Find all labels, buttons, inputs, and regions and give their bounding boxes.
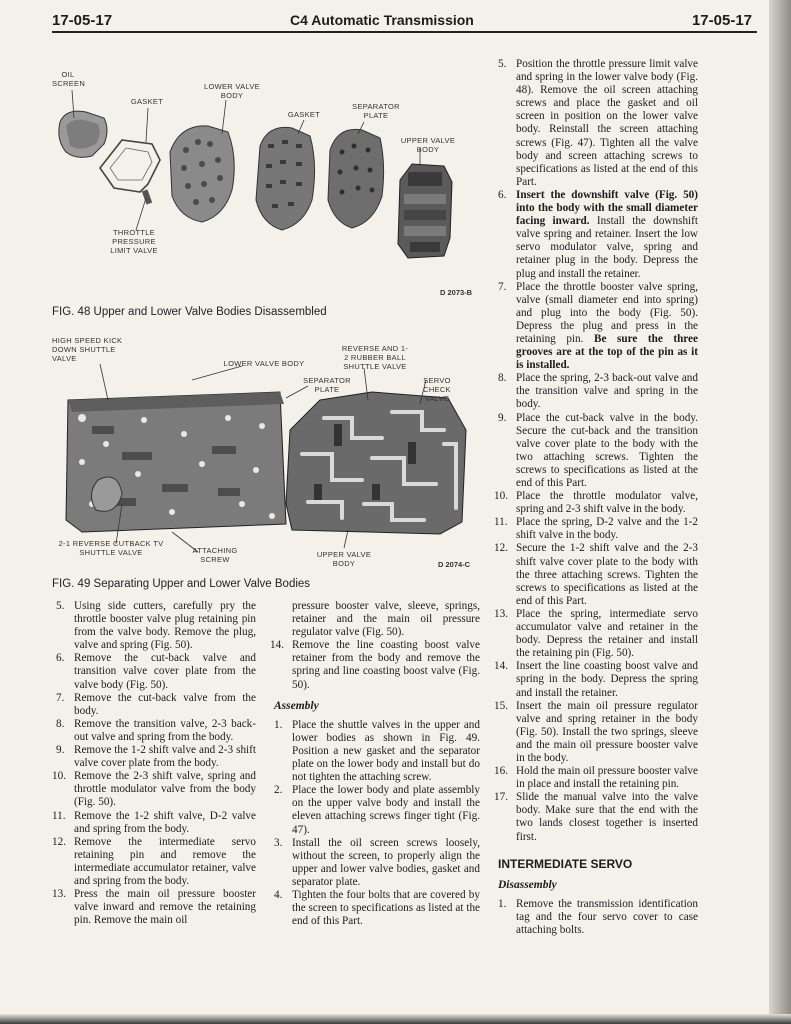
step-text: Remove the line coasting boost valve retainer from the body and remove the spring and line coasting boost valve (Fig. 50). — [292, 639, 480, 691]
label-throttle-pressure-limit-valve: THROTTLE PRESSURE LIMIT VALVE — [110, 228, 158, 255]
step-item — [494, 699, 698, 765]
servo-disassembly-heading: Disassembly — [498, 878, 557, 891]
step-number: 14. — [494, 660, 508, 673]
servo-disassembly-steps — [498, 898, 698, 937]
text-column-2 — [270, 600, 480, 928]
label-upper-valve-body: UPPER VALVE BODY — [400, 136, 456, 154]
figure-48-code: D 2073-B — [440, 288, 473, 297]
step-item — [274, 837, 480, 889]
figure-49-caption: FIG. 49 Separating Upper and Lower Valve Bodies — [52, 578, 311, 590]
step-text: Remove the 2-3 shift valve, spring and throttle modulator valve from the body (Fig. 50). — [74, 770, 256, 809]
label-lower-valve-body: LOWER VALVE BODY — [204, 82, 260, 100]
label-attaching-screw: ATTACHING SCREW — [192, 546, 238, 564]
step-text: Press the main oil pressure booster valve inward and remove the retaining pin. Remove the main oil — [74, 888, 256, 927]
assembly-steps-continued — [494, 58, 698, 844]
step-item — [498, 58, 698, 189]
step-item — [494, 660, 698, 699]
step-item — [56, 600, 256, 652]
page-number-left: 17-05-17 — [52, 12, 113, 29]
step-number: 1. — [274, 718, 283, 731]
step-item — [52, 835, 256, 888]
label-reverse-cutback-valve: 2-1 REVERSE CUTBACK TV SHUTTLE VALVE — [58, 539, 164, 557]
step-item — [52, 809, 256, 836]
step-text: Remove the cut-back valve and transition valve cover plate from the valve body (Fig. 50). — [74, 652, 256, 691]
step-item — [498, 412, 698, 491]
figure-48 — [52, 60, 482, 300]
step-item — [270, 639, 480, 691]
assembly-steps — [274, 719, 480, 929]
step-emphasis: Insert the downshift valve (Fig. 50) into the body with the small diameter facing inward. — [516, 188, 698, 228]
step-item — [494, 607, 698, 660]
label-high-speed-kick-down: HIGH SPEED KICK DOWN SHUTTLE VALVE — [52, 336, 123, 363]
step-text: Install the downshift valve spring and retainer. Insert the low servo modulator valve, spring and retainer plug in the body. Depress the plug and install the retainer. — [516, 215, 698, 280]
disassembly-steps-continued — [52, 600, 256, 927]
text-column-1 — [52, 600, 256, 927]
step-item — [274, 719, 480, 784]
step-item — [52, 770, 256, 809]
step-text: Insert the main oil pressure regulator valve and spring retainer in the body (Fig. 50). Install the two springs, sleeve and the main oil pressure booster valve in the body. — [516, 699, 698, 764]
step-number: 12. — [52, 835, 66, 848]
step-text: Place the throttle booster valve spring, valve (small diameter end into spring) and plug into the body (Fig. 50). Depress the plug and press in the retaining pin. — [516, 280, 698, 345]
step-item — [274, 889, 480, 928]
step-item — [56, 718, 256, 744]
step-number: 10. — [494, 490, 508, 503]
step-item — [274, 784, 480, 836]
label-oil-screen: OIL SCREEN — [52, 70, 86, 88]
step-text: Remove the 1-2 shift valve and 2-3 shift valve cover plate from the body. — [74, 744, 256, 770]
step-text: Position the throttle pressure limit valve and spring in the lower valve body (Fig. 48). Remove the oil screen attaching screws and place the gasket and oil screen in position on the lower valve body. Reinstall the screen attaching screws (Fig. 47). Tighten all the valve body and screen attaching screws to specifications as listed at the end of this Part. — [516, 58, 698, 188]
step-text: Place the throttle modulator valve, spring and 2-3 shift valve in the body. — [516, 490, 698, 516]
step-13-continuation: pressure booster valve, sleeve, springs, retainer and the main oil pressure regulator valve (Fig. 50). — [292, 600, 480, 639]
step-text: Place the lower body and plate assembly on the upper valve body and install the eleven attaching screws finger tight (Fig. 47). — [292, 784, 480, 836]
page-number-right: 17-05-17 — [691, 12, 752, 29]
step-item — [498, 898, 698, 937]
step-number: 15. — [494, 699, 508, 712]
step-text: Using side cutters, carefully pry the throttle booster valve plug retaining pin from the valve body. Remove the plug, valve and spring (Fig. 50). — [74, 600, 256, 652]
step-item — [498, 281, 698, 373]
page-edge-shadow — [769, 0, 791, 1024]
step-number: 7. — [498, 280, 507, 293]
step-number: 6. — [56, 652, 65, 665]
label-reverse-shuttle-valve: REVERSE AND 1-2 RUBBER BALL SHUTTLE VALVE — [341, 344, 409, 371]
step-number: 3. — [274, 836, 283, 849]
step-text: Place the cut-back valve in the body. Secure the cut-back and the transition valve cover plate to the body with the two attaching screws. Tighten the screws to specifications as listed at the end of this Part. — [516, 411, 698, 489]
step-number: 10. — [52, 770, 66, 783]
page-bottom-edge — [0, 1014, 791, 1024]
step-number: 17. — [494, 791, 508, 804]
valve-bodies-exploded-illustration — [52, 60, 482, 300]
step-number: 9. — [498, 411, 507, 424]
valve-bodies-separated-photo — [52, 334, 482, 574]
header-rule — [52, 31, 757, 33]
step-text: Remove the transmission identification tag and the four servo cover to case attaching bolts. — [516, 897, 698, 936]
step-number: 13. — [52, 888, 66, 901]
step-item — [56, 692, 256, 718]
step-item — [56, 652, 256, 691]
step-number: 13. — [494, 607, 508, 620]
label-gasket-2: GASKET — [287, 110, 321, 119]
assembly-heading: Assembly — [274, 699, 319, 712]
step-text: Remove the transition valve, 2-3 back-out valve and spring from the body. — [74, 717, 256, 743]
step-number: 5. — [498, 58, 507, 70]
label-lower-valve-body-2: LOWER VALVE BODY — [223, 359, 305, 368]
step-text: Hold the main oil pressure booster valve in place and install the retaining pin. — [516, 765, 698, 791]
step-item — [494, 516, 698, 542]
label-gasket: GASKET — [130, 97, 164, 106]
step-item — [494, 490, 698, 516]
label-servo-check-valve: SERVO CHECK VALVE — [423, 376, 451, 403]
step-item — [52, 888, 256, 927]
step-number: 8. — [498, 372, 507, 385]
step-number: 16. — [494, 765, 508, 778]
step-text: Place the shuttle valves in the upper and lower bodies as shown in Fig. 49. Position a new gasket and the separator plate on the lower body and install but do not tighten the attaching screw. — [292, 718, 480, 784]
figure-49 — [52, 334, 482, 574]
step-number: 6. — [498, 188, 507, 201]
label-separator-plate-2: SEPARATOR PLATE — [303, 376, 351, 394]
disassembly-steps-end — [270, 639, 480, 691]
step-text: Place the spring, D-2 valve and the 1-2 shift valve in the body. — [516, 516, 698, 542]
step-text: Insert the line coasting boost valve and spring in the body. Depress the spring and install the retainer. — [516, 660, 698, 699]
step-item — [494, 791, 698, 843]
step-number: 14. — [270, 639, 284, 652]
page-title: C4 Automatic Transmission — [290, 12, 474, 28]
step-text: Install the oil screen screws loosely, without the screen, to properly align the upper and lower valve bodies, gasket and separator plate. — [292, 836, 480, 888]
step-text: Slide the manual valve into the valve body. Make sure that the end with the two lands closest together is inserted first. — [516, 791, 698, 843]
step-number: 8. — [56, 717, 65, 730]
figure-49-code: D 2074-C — [438, 560, 471, 569]
step-text: Tighten the four bolts that are covered by the screen to specifications as listed at the end of this Part. — [292, 888, 480, 928]
label-separator-plate: SEPARATOR PLATE — [352, 102, 400, 120]
step-number: 2. — [274, 784, 283, 797]
step-item — [494, 542, 698, 607]
text-column-3 — [494, 58, 698, 937]
step-number: 5. — [56, 600, 65, 612]
step-text: Secure the 1-2 shift valve and the 2-3 shift valve cover plate to the body with the three attaching screws. Tighten the screws to specifications as listed at the end of this Part. — [516, 542, 698, 607]
step-item — [498, 372, 698, 411]
step-number: 7. — [56, 691, 65, 704]
label-upper-valve-body-2: UPPER VALVE BODY — [316, 550, 372, 568]
step-number: 11. — [52, 809, 66, 822]
step-text: Remove the intermediate servo retaining pin and remove the intermediate accumulator retainer, valve and spring from the body. — [74, 835, 256, 887]
step-text: Remove the 1-2 shift valve, D-2 valve and spring from the body. — [74, 809, 256, 835]
step-item — [498, 189, 698, 281]
step-number: 9. — [56, 744, 65, 757]
step-number: 1. — [498, 897, 507, 910]
step-number: 12. — [494, 542, 508, 555]
step-number: 4. — [274, 888, 283, 901]
step-emphasis: Be sure the three grooves are at the top of the pin as it is installed. — [516, 332, 698, 372]
step-text: Place the spring, intermediate servo accumulator valve and retainer in the body. Depress the retainer and install the retaining pin (Fig. 50). — [516, 607, 698, 660]
step-text: Remove the cut-back valve from the body. — [74, 691, 256, 717]
step-text: Place the spring, 2-3 back-out valve and the transition valve and spring in the body. — [516, 372, 698, 411]
figure-48-caption: FIG. 48 Upper and Lower Valve Bodies Disassembled — [52, 306, 327, 318]
step-number: 11. — [494, 516, 508, 529]
step-item — [494, 765, 698, 791]
step-item — [56, 744, 256, 770]
intermediate-servo-heading: INTERMEDIATE SERVO — [498, 856, 633, 871]
